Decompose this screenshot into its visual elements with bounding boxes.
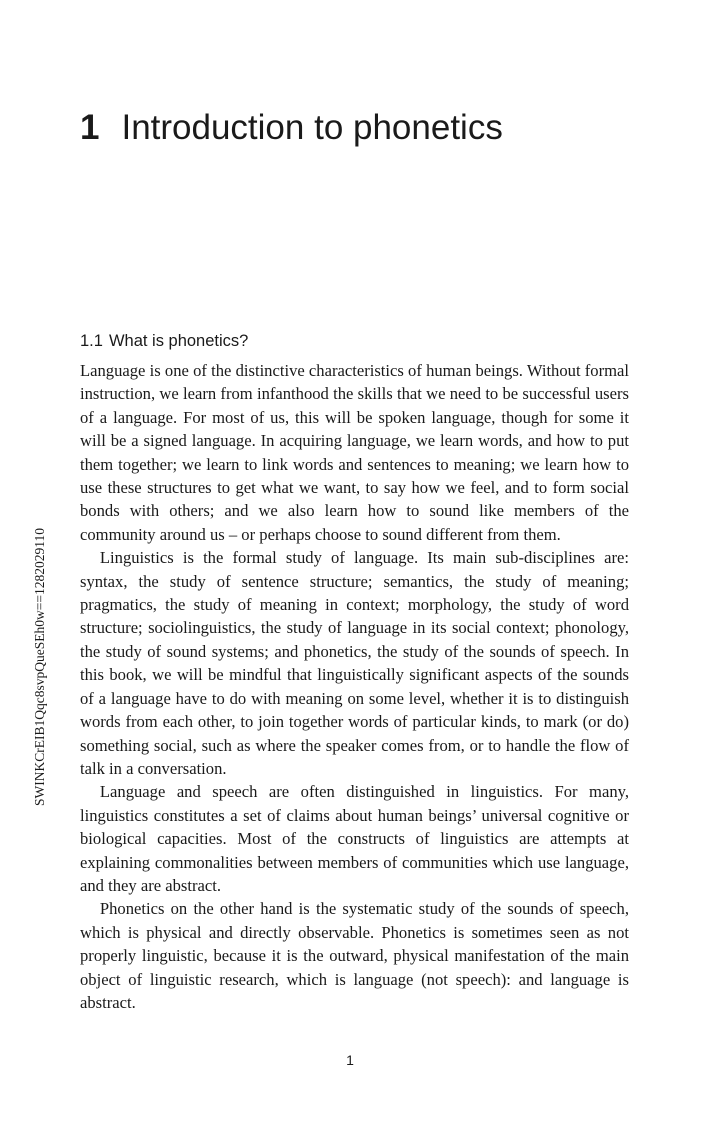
body-text — [80, 359, 629, 1014]
paragraph: Language is one of the distinctive characteristics of human beings. Without formal instruction, we learn from infanthood the skills that we need to be successful users of a language. For most of us, this will be spoken language, though for some it will be a signed language. In acquiring language, we learn words, and how to put them together; we learn to link words and sentences to meaning; we learn how to use these structures to get what we want, to say how we feel, and to form social bonds with others; and we also learn how to sound like members of the community around us – or perhaps choose to sound different from them. — [80, 361, 629, 544]
section-number: 1.1 — [80, 332, 103, 350]
chapter-title-text: Introduction to phonetics — [121, 108, 503, 147]
section-title: What is phonetics? — [108, 332, 249, 350]
chapter-title — [80, 104, 503, 152]
side-watermark-text: SWINKCrEIB1Qqc8svpQueSEh0w==1282029110 — [32, 528, 47, 806]
paragraph: Phonetics on the other hand is the systematic study of the sounds of speech, which is physical and directly observable. Phonetics is sometimes seen as not properly linguistic, because it is the outward, physical manifestation of the main object of linguistic research, which is language (not speech): and language is abstract. — [80, 899, 629, 1012]
paragraph: Linguistics is the formal study of language. Its main sub-disciplines are: syntax, the study of sentence structure; semantics, the study of meaning; pragmatics, the study of meaning in context; morphology, the study of word structure; sociolinguistics, the study of language in its social context; phonology, the study of sound systems; and phonetics, the study of the sounds of speech. In this book, we will be mindful that linguistically significant aspects of the sounds of a language have to do with meaning on some level, whether it is to distinguish words from each other, to join together words of particular kinds, to mark (or do) something social, such as where the speaker comes from, or to handle the flow of talk in a conversation. — [80, 548, 629, 778]
section-heading — [80, 329, 248, 353]
chapter-number: 1 — [80, 108, 100, 147]
paragraph: Language and speech are often distinguished in linguistics. For many, linguistics constitutes a set of claims about human beings’ universal cognitive or biological capacities. Most of the constructs of linguistics are attempts at explaining commonalities between members of communities which use language, and they are abstract. — [80, 782, 629, 895]
page-number: 1 — [346, 1052, 354, 1068]
